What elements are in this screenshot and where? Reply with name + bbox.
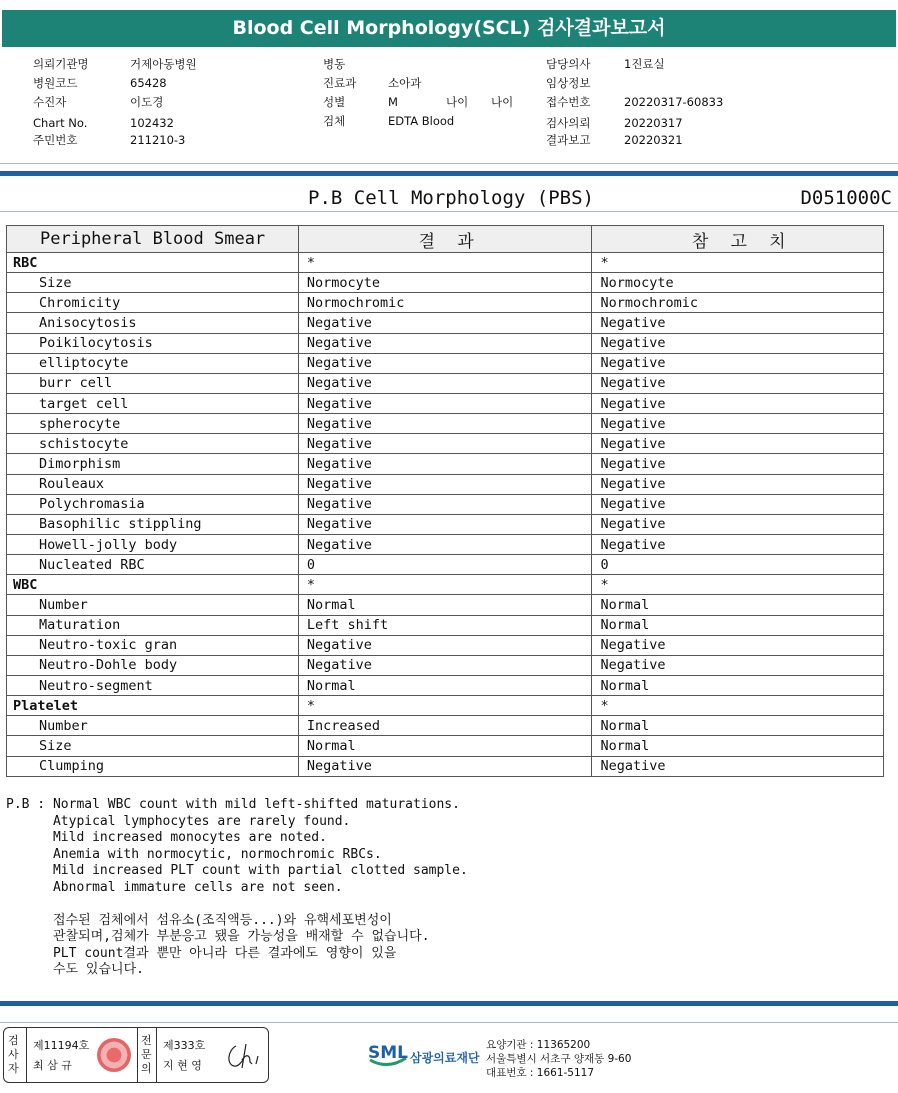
- group-name: Platelet: [7, 696, 299, 716]
- result-value: Negative: [298, 414, 592, 434]
- patient-value: 이도경: [130, 95, 164, 109]
- comment-line: Atypical lymphocytes are rarely found.: [6, 813, 351, 829]
- accession-label: 접수번호: [546, 95, 591, 109]
- comment-line: Abnormal immature cells are not seen.: [6, 879, 343, 895]
- rrn-label: 주민번호: [33, 133, 78, 147]
- result-value: Negative: [298, 514, 592, 534]
- age-label: 나이: [446, 95, 469, 109]
- result-value: *: [298, 253, 592, 273]
- table-row: [7, 253, 884, 273]
- reference-value: Negative: [592, 494, 884, 514]
- table-header-row: [7, 226, 884, 253]
- divider-blue: [0, 1001, 898, 1006]
- specimen-label: 검체: [323, 114, 346, 128]
- item-name: burr cell: [7, 373, 299, 393]
- reference-value: Normal: [592, 615, 884, 635]
- item-name: Howell-jolly body: [7, 534, 299, 554]
- result-value: Normal: [298, 675, 592, 695]
- reference-value: *: [592, 575, 884, 595]
- table-row: [7, 756, 884, 776]
- patient-label: 수진자: [33, 95, 67, 109]
- item-name: spherocyte: [7, 414, 299, 434]
- item-name: Neutro-toxic gran: [7, 635, 299, 655]
- reference-value: Negative: [592, 655, 884, 675]
- org-phone: 대표번호 : 1661-5117: [486, 1067, 595, 1079]
- table-row: [7, 595, 884, 615]
- age-value: 나이: [491, 95, 514, 109]
- table-row: [7, 434, 884, 454]
- clinical-label: 임상정보: [546, 76, 591, 90]
- result-value: *: [298, 696, 592, 716]
- reference-value: Negative: [592, 454, 884, 474]
- table-row: [7, 675, 884, 695]
- result-value: *: [298, 575, 592, 595]
- table-row: [7, 414, 884, 434]
- comment-line: Mild increased monocytes are noted.: [6, 830, 327, 845]
- reference-value: Negative: [592, 434, 884, 454]
- divider: [137, 1028, 138, 1082]
- chart-value: 102432: [130, 116, 174, 130]
- result-value: Normal: [298, 595, 592, 615]
- dept-value: 소아과: [388, 76, 422, 90]
- specialist-label: 전문의: [141, 1034, 152, 1075]
- report-value: 20220321: [624, 133, 683, 147]
- item-name: Polychromasia: [7, 494, 299, 514]
- item-name: Nucleated RBC: [7, 555, 299, 575]
- table-row: [7, 716, 884, 736]
- result-value: Negative: [298, 635, 592, 655]
- table-row: [7, 494, 884, 514]
- accession-value: 20220317-60833: [624, 95, 724, 109]
- signature-icon: [224, 1040, 264, 1072]
- doctor-label: 담당의사: [546, 57, 591, 71]
- item-name: Basophilic stippling: [7, 514, 299, 534]
- tester-number: 제11194호: [33, 1039, 90, 1052]
- table-row: [7, 555, 884, 575]
- sml-logo-text: SML: [368, 1043, 408, 1063]
- divider: [0, 211, 898, 212]
- result-value: Negative: [298, 474, 592, 494]
- reference-value: Normal: [592, 716, 884, 736]
- tester-name: 최 삼 규: [33, 1059, 72, 1072]
- item-name: Maturation: [7, 615, 299, 635]
- table-row: [7, 353, 884, 373]
- item-name: Neutro-Dohle body: [7, 655, 299, 675]
- header-smear: Peripheral Blood Smear: [7, 226, 299, 253]
- table-row: [7, 696, 884, 716]
- comment-line: Anemia with normocytic, normochromic RBCs.: [6, 846, 382, 862]
- hospital-label: 의뢰기관명: [33, 57, 89, 71]
- table-row: [7, 635, 884, 655]
- result-value: Negative: [298, 373, 592, 393]
- table-row: [7, 534, 884, 554]
- reference-value: Normal: [592, 595, 884, 615]
- specimen-value: EDTA Blood: [388, 114, 455, 128]
- section-title: P.B Cell Morphology (PBS): [308, 187, 594, 209]
- reference-value: Negative: [592, 353, 884, 373]
- reference-value: Negative: [592, 635, 884, 655]
- reference-value: Negative: [592, 313, 884, 333]
- request-label: 검사의뢰: [546, 116, 591, 130]
- result-value: 0: [298, 555, 592, 575]
- org-code: 요양기관 : 11365200: [486, 1039, 591, 1051]
- item-name: Size: [7, 273, 299, 293]
- result-value: Negative: [298, 353, 592, 373]
- reference-value: Normocyte: [592, 273, 884, 293]
- specialist-number: 제333호: [163, 1039, 206, 1052]
- table-row: [7, 655, 884, 675]
- signature-box: [3, 1027, 269, 1083]
- divider: [26, 1028, 27, 1082]
- divider: [0, 1022, 898, 1023]
- results-table: [6, 225, 884, 777]
- table-row: [7, 474, 884, 494]
- result-value: Negative: [298, 494, 592, 514]
- result-value: Negative: [298, 454, 592, 474]
- comment-block: [6, 797, 468, 979]
- result-value: Negative: [298, 756, 592, 776]
- sex-label: 성별: [323, 95, 346, 109]
- group-name: WBC: [7, 575, 299, 595]
- reference-value: Negative: [592, 756, 884, 776]
- reference-value: Negative: [592, 414, 884, 434]
- reference-value: Negative: [592, 393, 884, 413]
- table-row: [7, 273, 884, 293]
- header-reference: 참 고 치: [592, 226, 884, 253]
- item-name: Number: [7, 716, 299, 736]
- divider-blue: [0, 171, 898, 176]
- sml-logo-icon: [366, 1038, 410, 1074]
- code-label: 병원코드: [33, 76, 78, 90]
- result-value: Negative: [298, 333, 592, 353]
- result-value: Increased: [298, 716, 592, 736]
- doctor-value: 1진료실: [624, 57, 665, 71]
- table-row: [7, 454, 884, 474]
- request-value: 20220317: [624, 116, 683, 130]
- comment-line: P.B : Normal WBC count with mild left-shifted maturations.: [6, 797, 460, 812]
- code-value: 65428: [130, 76, 167, 90]
- report-label: 결과보고: [546, 133, 591, 147]
- item-name: Poikilocytosis: [7, 333, 299, 353]
- divider: [156, 1028, 157, 1082]
- reference-value: Negative: [592, 514, 884, 534]
- reference-value: 0: [592, 555, 884, 575]
- result-value: Normal: [298, 736, 592, 756]
- reference-value: Normal: [592, 675, 884, 695]
- hospital-value: 거제아동병원: [130, 57, 197, 71]
- header-result: 결 과: [298, 226, 592, 253]
- result-value: Negative: [298, 534, 592, 554]
- table-row: [7, 514, 884, 534]
- result-value: Left shift: [298, 615, 592, 635]
- table-row: [7, 393, 884, 413]
- item-name: Dimorphism: [7, 454, 299, 474]
- result-value: Negative: [298, 434, 592, 454]
- item-name: Clumping: [7, 756, 299, 776]
- org-name: 삼광의료재단: [410, 1051, 480, 1065]
- report-title: Blood Cell Morphology(SCL) 검사결과보고서: [2, 10, 896, 47]
- item-name: Neutro-segment: [7, 675, 299, 695]
- item-name: target cell: [7, 393, 299, 413]
- divider: [0, 163, 898, 164]
- result-value: Negative: [298, 313, 592, 333]
- chart-label: Chart No.: [33, 116, 88, 130]
- item-name: schistocyte: [7, 434, 299, 454]
- item-name: Rouleaux: [7, 474, 299, 494]
- item-name: Size: [7, 736, 299, 756]
- reference-value: *: [592, 253, 884, 273]
- item-name: Anisocytosis: [7, 313, 299, 333]
- result-value: Negative: [298, 655, 592, 675]
- result-value: Negative: [298, 393, 592, 413]
- table-row: [7, 293, 884, 313]
- org-info: [486, 1038, 631, 1080]
- reference-value: Negative: [592, 534, 884, 554]
- item-name: Chromicity: [7, 293, 299, 313]
- dept-label: 진료과: [323, 76, 357, 90]
- reference-value: Negative: [592, 474, 884, 494]
- rrn-value: 211210-3: [130, 133, 186, 147]
- results-body: [7, 253, 884, 777]
- table-row: [7, 615, 884, 635]
- table-row: [7, 313, 884, 333]
- comment-line: 접수된 검체에서 섬유소(조직액등...)와 유핵세포변성이: [6, 912, 392, 928]
- item-name: elliptocyte: [7, 353, 299, 373]
- comment-line: [6, 896, 468, 913]
- reference-value: Normochromic: [592, 293, 884, 313]
- table-row: [7, 736, 884, 756]
- reference-value: *: [592, 696, 884, 716]
- tester-label: 검사자: [8, 1034, 19, 1075]
- result-value: Normochromic: [298, 293, 592, 313]
- section-code: D051000C: [800, 187, 892, 209]
- comment-line: PLT count결과 뿐만 아니라 다른 결과에도 영향이 있을: [6, 945, 397, 961]
- sex-value: M: [388, 95, 398, 109]
- ward-label: 병동: [323, 57, 346, 71]
- comment-line: 관찰되며,검체가 부분응고 됐을 가능성을 배재할 수 없습니다.: [6, 929, 430, 944]
- group-name: RBC: [7, 253, 299, 273]
- table-row: [7, 373, 884, 393]
- table-row: [7, 333, 884, 353]
- reference-value: Negative: [592, 373, 884, 393]
- org-address: 서울특별시 서초구 양재동 9-60: [486, 1053, 632, 1065]
- reference-value: Negative: [592, 333, 884, 353]
- reference-value: Normal: [592, 736, 884, 756]
- comment-line: 수도 있습니다.: [6, 962, 144, 977]
- comment-line: Mild increased PLT count with partial clotted sample.: [6, 863, 468, 878]
- item-name: Number: [7, 595, 299, 615]
- seal-stamp-icon: [97, 1038, 131, 1072]
- specialist-name: 지 현 영: [163, 1059, 202, 1072]
- result-value: Normocyte: [298, 273, 592, 293]
- table-row: [7, 575, 884, 595]
